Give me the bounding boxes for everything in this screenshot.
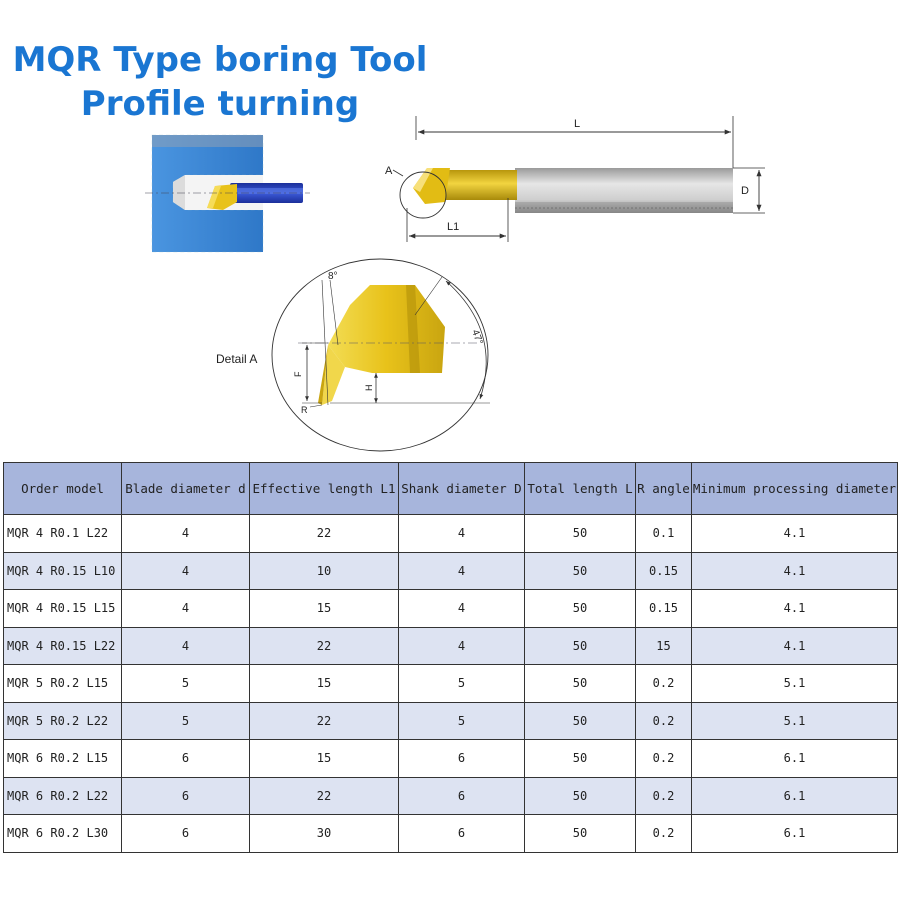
cell-order-model: MQR 6 R0.2 L22 (4, 777, 122, 815)
cell-r-angle: 0.2 (636, 665, 692, 703)
cell-total-length: 50 (525, 590, 636, 628)
cell-min-processing-diameter: 4.1 (692, 515, 898, 553)
cell-min-processing-diameter: 4.1 (692, 590, 898, 628)
cell-shank-diameter: 4 (399, 627, 525, 665)
cell-effective-length: 22 (250, 627, 399, 665)
detail-A-drawing (210, 255, 500, 455)
boring-illustration (145, 130, 310, 255)
cell-order-model: MQR 4 R0.15 L10 (4, 552, 122, 590)
tool-drawing (375, 108, 775, 250)
header-min-processing-diameter: Minimum processing diameter (692, 463, 898, 515)
cell-effective-length: 22 (250, 702, 399, 740)
cell-blade-diameter: 4 (122, 552, 250, 590)
cell-total-length: 50 (525, 740, 636, 778)
cell-blade-diameter: 6 (122, 740, 250, 778)
insert-body (328, 285, 445, 373)
title-line-2: Profile turning (80, 84, 360, 124)
table-header-row (4, 463, 898, 515)
cell-shank-diameter: 6 (399, 815, 525, 853)
label-F: F (293, 371, 303, 377)
cell-r-angle: 0.2 (636, 702, 692, 740)
label-A: A (385, 165, 393, 177)
table-row (4, 627, 898, 665)
table-row (4, 590, 898, 628)
cell-order-model: MQR 4 R0.15 L22 (4, 627, 122, 665)
cell-total-length: 50 (525, 665, 636, 703)
cell-min-processing-diameter: 4.1 (692, 552, 898, 590)
label-D: D (741, 185, 749, 197)
cell-blade-diameter: 6 (122, 815, 250, 853)
cell-total-length: 50 (525, 702, 636, 740)
label-angle-47: 47° (469, 328, 485, 347)
cell-blade-diameter: 5 (122, 702, 250, 740)
cell-min-processing-diameter: 6.1 (692, 777, 898, 815)
table-row (4, 815, 898, 853)
cell-min-processing-diameter: 5.1 (692, 702, 898, 740)
cell-order-model: MQR 6 R0.2 L30 (4, 815, 122, 853)
cell-blade-diameter: 4 (122, 515, 250, 553)
cell-min-processing-diameter: 6.1 (692, 740, 898, 778)
table-row (4, 665, 898, 703)
cell-order-model: MQR 5 R0.2 L22 (4, 702, 122, 740)
cell-total-length: 50 (525, 815, 636, 853)
cell-total-length: 50 (525, 552, 636, 590)
header-shank-diameter: Shank diameter D (399, 463, 525, 515)
cell-total-length: 50 (525, 777, 636, 815)
cell-shank-diameter: 6 (399, 740, 525, 778)
header-effective-length: Effective length L1 (250, 463, 399, 515)
header-order-model: Order model (4, 463, 122, 515)
cell-min-processing-diameter: 4.1 (692, 627, 898, 665)
cell-order-model: MQR 4 R0.1 L22 (4, 515, 122, 553)
title-line-1: MQR Type boring Tool (12, 40, 428, 80)
table-row (4, 740, 898, 778)
cell-order-model: MQR 5 R0.2 L15 (4, 665, 122, 703)
cell-blade-diameter: 4 (122, 627, 250, 665)
header-total-length: Total length L (525, 463, 636, 515)
cell-blade-diameter: 4 (122, 590, 250, 628)
label-R: R (301, 405, 308, 415)
cell-effective-length: 15 (250, 590, 399, 628)
cell-r-angle: 0.2 (636, 815, 692, 853)
cell-effective-length: 22 (250, 777, 399, 815)
table-row (4, 777, 898, 815)
label-L1: L1 (447, 221, 460, 233)
cell-total-length: 50 (525, 515, 636, 553)
cell-r-angle: 0.2 (636, 777, 692, 815)
cell-effective-length: 15 (250, 740, 399, 778)
cell-min-processing-diameter: 5.1 (692, 665, 898, 703)
table-row (4, 702, 898, 740)
cell-effective-length: 22 (250, 515, 399, 553)
table-row (4, 515, 898, 553)
cell-shank-diameter: 4 (399, 552, 525, 590)
header-r-angle: R angle (636, 463, 692, 515)
spec-table (3, 462, 898, 853)
cell-r-angle: 0.2 (636, 740, 692, 778)
cell-shank-diameter: 6 (399, 777, 525, 815)
cell-shank-diameter: 4 (399, 590, 525, 628)
cell-effective-length: 30 (250, 815, 399, 853)
cell-total-length: 50 (525, 627, 636, 665)
cell-shank-diameter: 5 (399, 665, 525, 703)
cell-blade-diameter: 6 (122, 777, 250, 815)
cell-shank-diameter: 5 (399, 702, 525, 740)
cell-min-processing-diameter: 6.1 (692, 815, 898, 853)
header-blade-diameter: Blade diameter d (122, 463, 250, 515)
cell-r-angle: 15 (636, 627, 692, 665)
cell-order-model: MQR 6 R0.2 L15 (4, 740, 122, 778)
cell-r-angle: 0.1 (636, 515, 692, 553)
cell-r-angle: 0.15 (636, 590, 692, 628)
cell-blade-diameter: 5 (122, 665, 250, 703)
table-row (4, 552, 898, 590)
label-H: H (364, 384, 374, 391)
label-L: L (573, 118, 581, 130)
cell-effective-length: 15 (250, 665, 399, 703)
label-angle-8: 8° (328, 271, 338, 282)
cell-effective-length: 10 (250, 552, 399, 590)
detail-A-label: Detail A (216, 352, 258, 366)
cell-order-model: MQR 4 R0.15 L15 (4, 590, 122, 628)
cell-shank-diameter: 4 (399, 515, 525, 553)
cell-r-angle: 0.15 (636, 552, 692, 590)
